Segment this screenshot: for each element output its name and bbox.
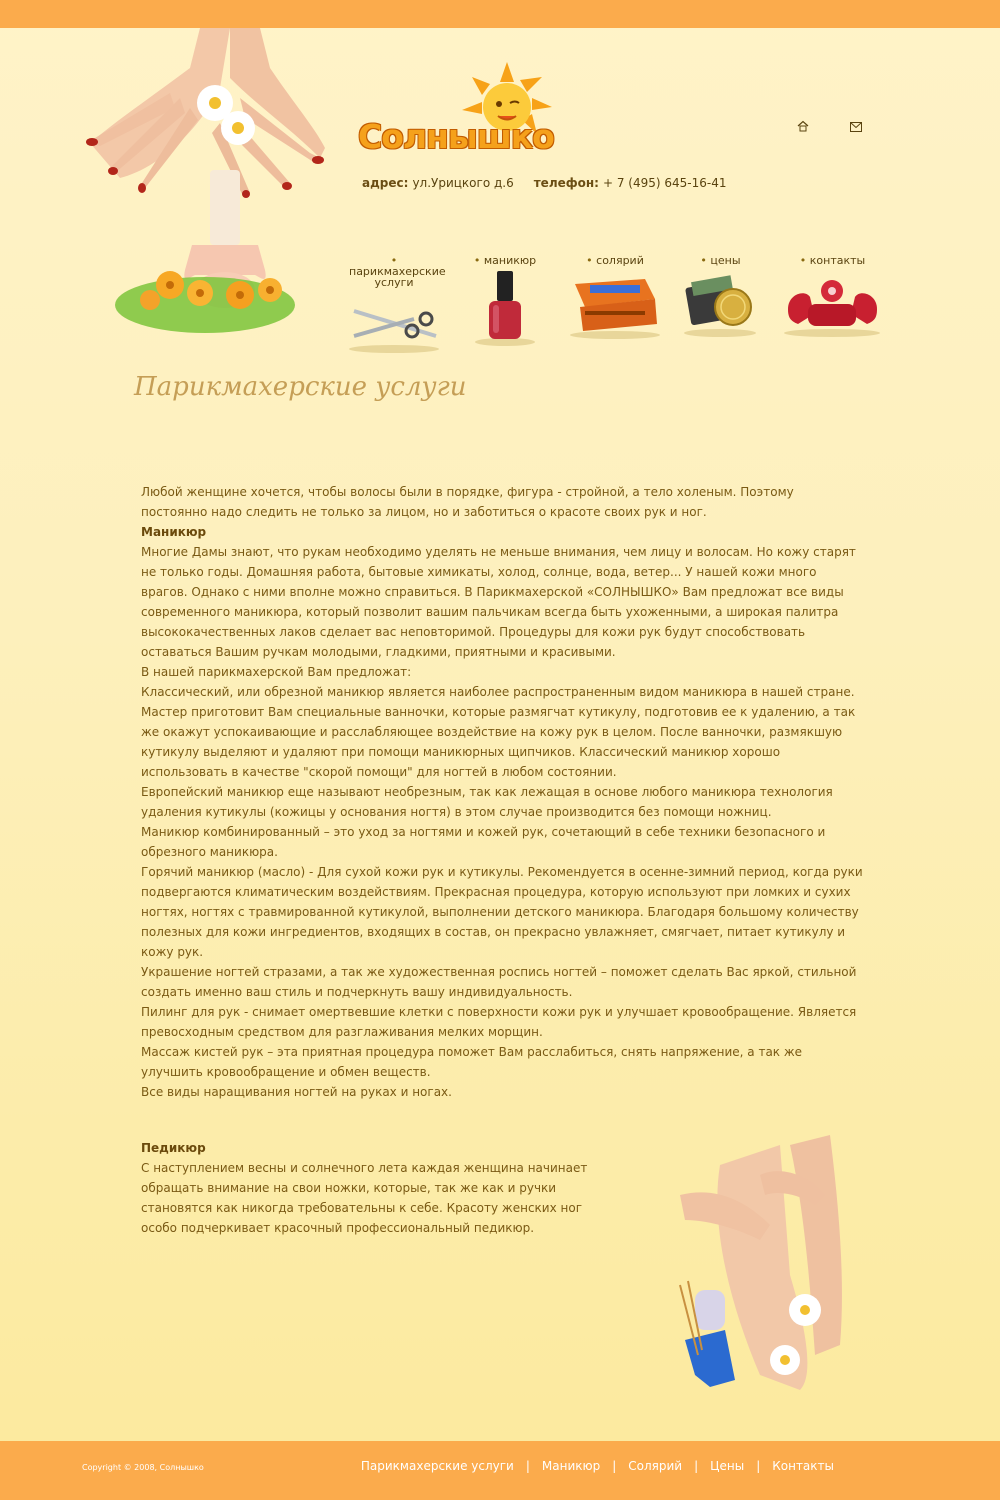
footer-separator: |	[694, 1459, 699, 1473]
footer-separator: |	[756, 1459, 761, 1473]
daisy-icon	[197, 85, 255, 145]
footer-link-manicure[interactable]: Маникюр	[541, 1459, 601, 1473]
manicure-paragraph: Классический, или обрезной маникюр является наиболее распространенным видом маникюра в нашей стране. Мастер приготовит Вам специальные ванночки, которые размягчат кутикулу, подготовив ее к удалению, а так же окажут успокаивающие и расслабляющее воздействие на кожу рук в целом. После ванночки, размякшую кутикулу выделяют и удаляют при помощи маникюрных щипчиков. Классический маникюр хорошо использовать в качестве "скорой помощи" для ногтей в любом состоянии.	[141, 685, 856, 779]
page-title: Парикмахерские услуги	[134, 372, 467, 402]
telephone-icon	[780, 269, 885, 339]
logo[interactable]	[358, 62, 558, 162]
top-bar	[0, 0, 1000, 28]
nav-item-contacts[interactable]: • контакты	[780, 255, 885, 339]
manicure-paragraph: Горячий маникюр (масло) - Для сухой кожи рук и кутикулы. Рекомендуется в осенне-зимний период, когда руки подвергаются климатическим воздействиям. Прекрасная процедура, которую используют при ломких и сухих ногтях, ногтях с травмированной кутикулой, выполнении детского маникюра. Благодаря большому количеству полезных для кожи ингредиентов, входящих в состав, он прекрасно увлажняет, смягчает, питает кутикулу и кожу рук.	[141, 865, 863, 959]
footer-separator: |	[525, 1459, 530, 1473]
logo-text: Солнышко	[358, 117, 554, 156]
mail-icon[interactable]	[850, 122, 862, 132]
manicure-paragraph: Маникюр комбинированный – это уход за ногтями и кожей рук, сочетающий в себе техники безопасного и обрезного маникюра.	[141, 825, 826, 859]
pedicure-text: С наступлением весны и солнечного лета каждая женщина начинает обращать внимание на свои ножки, которые, так же как и ручки становятся как никогда требовательны к себе. Красоту женских ног особо подчеркивает красочный профессиональный педикюр.	[141, 1161, 588, 1235]
manicure-paragraph: Массаж кистей рук – эта приятная процедура поможет Вам расслабиться, снять напряжение, а так же улучшить кровообращение и обмен веществ.	[141, 1045, 803, 1079]
manicure-paragraph: Многие Дамы знают, что рукам необходимо уделять не меньше внимания, чем лицу и волосам. Но кожу старят не только годы. Домашняя работа, бытовые химикаты, холод, солнце, вода, ветер... У нашей кожи много врагов. Однако с ними вполне можно справиться. В Парикмахерской «СОЛНЫШКО» Вам предложат все виды современного маникюра, который позволит вашим пальчикам всегда быть ухоженными, а широкая палитра высококачественных лаков сделает вас неповторимой. Процедуры для кожи рук будут способствовать оставаться Вашим ручкам молодыми, гладкими, приятными и красивыми.	[141, 545, 856, 659]
home-icon[interactable]	[797, 120, 809, 132]
nav-item-prices[interactable]: • цены	[678, 255, 763, 339]
footer-nav	[353, 1459, 842, 1473]
footer	[0, 1441, 1000, 1500]
nail-polish-icon	[460, 269, 550, 347]
nail-polish-flowers-illustration	[110, 165, 310, 350]
nav-item-hairdressing[interactable]: • парикмахерские услуги	[340, 255, 448, 353]
solarium-icon	[565, 269, 665, 339]
pedicure-heading: Педикюр	[141, 1141, 206, 1155]
footer-separator: |	[612, 1459, 617, 1473]
nav-item-solarium[interactable]: • солярий	[565, 255, 665, 339]
address-value: ул.Урицкого д.6	[412, 176, 514, 190]
nav-label: солярий	[596, 254, 644, 267]
manicure-paragraph: Европейский маникюр еще называют необрезным, так как лежащая в основе любого маникюра технология удаления кутикулы (кожицы у основания ногтя) в этом случае производится без помощи ножниц.	[141, 785, 833, 819]
manicure-paragraph: Все виды наращивания ногтей на руках и ногах.	[141, 1085, 452, 1099]
footer-link-hairdressing[interactable]: Парикмахерские услуги	[360, 1459, 514, 1473]
manicure-paragraph: Украшение ногтей стразами, а так же художественная роспись ногтей – поможет сделать Вас яркой, стильной создать именно ваш стиль и подчеркнуть вашу индивидуальность.	[141, 965, 857, 999]
footer-link-prices[interactable]: Цены	[710, 1459, 745, 1473]
phone-value: + 7 (495) 645-16-41	[602, 176, 727, 190]
wallet-icon	[678, 269, 763, 339]
nav-label: маникюр	[483, 254, 537, 267]
footer-link-solarium[interactable]: Солярий	[628, 1459, 683, 1473]
feet-illustration	[640, 1105, 860, 1405]
nav-label: цены	[710, 254, 741, 267]
phone-label: телефон:	[533, 176, 599, 190]
intro-text: Любой женщине хочется, чтобы волосы были в порядке, фигура - стройной, а тело холеным. Поэтому постоянно надо следить не только за лицом, но и заботиться о красоте своих рук и ног.	[141, 485, 794, 519]
nav-label: парикмахерские услуги	[349, 265, 446, 289]
manicure-heading: Маникюр	[141, 525, 207, 539]
scissors-icon	[344, 291, 444, 353]
manicure-section	[141, 522, 863, 1102]
manicure-paragraph: Пилинг для рук - снимает омертвевшие клетки с поверхности кожи рук и улучшает кровообращение. Является превосходным средством для разглаживания мелких морщин.	[141, 1005, 857, 1039]
manicure-paragraph: В нашей парикмахерской Вам предложат:	[141, 665, 412, 679]
nav-label: контакты	[809, 254, 866, 267]
copyright: Copyright © 2008, Солнышко	[82, 1463, 204, 1472]
contact-info	[362, 176, 727, 190]
nav-item-manicure[interactable]: • маникюр	[460, 255, 550, 347]
address-label: адрес:	[362, 176, 409, 190]
footer-link-contacts[interactable]: Контакты	[772, 1459, 834, 1473]
